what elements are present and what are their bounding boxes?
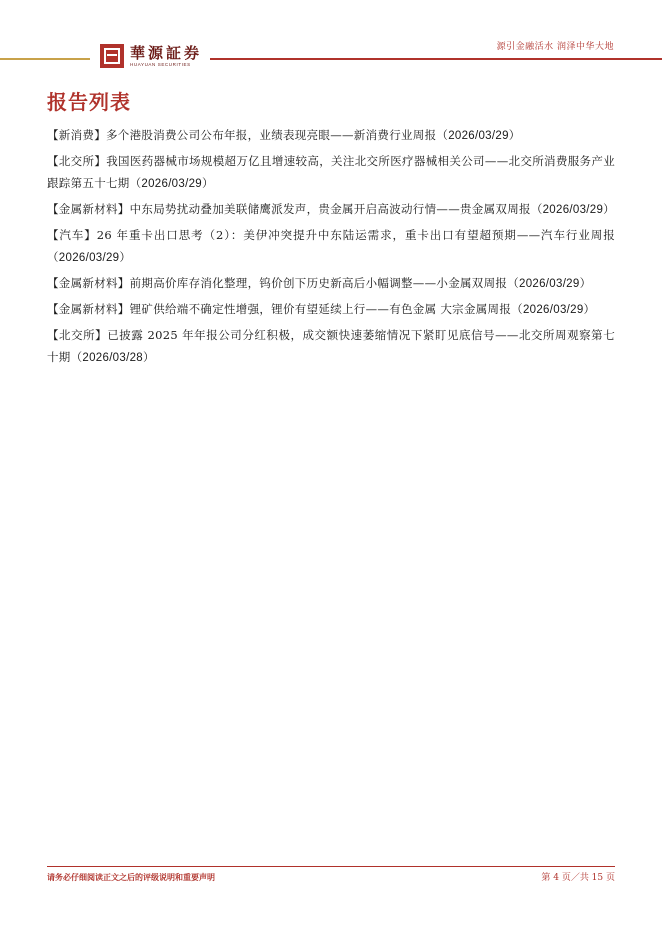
report-tag: 【金属新材料】 bbox=[47, 202, 130, 216]
report-title: 中东局势扰动叠加美联储鹰派发声，贵金属开启高波动行情——贵金属双周报 bbox=[129, 202, 531, 216]
report-title: 我国医药器械市场规模超万亿且增速较高，关注北交所医疗器械相关公司——北交所消费服务产业跟踪第五十七期 bbox=[47, 154, 616, 190]
footer-divider bbox=[47, 866, 615, 867]
report-list bbox=[47, 124, 615, 372]
report-item[interactable] bbox=[47, 124, 615, 147]
header-slogan: 源引金融活水 润泽中华大地 bbox=[496, 42, 614, 52]
report-tag: 【金属新材料】 bbox=[47, 276, 130, 290]
report-item[interactable] bbox=[47, 324, 615, 369]
report-title: 前期高价库存消化整理，钨价创下历史新高后小幅调整——小金属双周报 bbox=[129, 276, 508, 290]
report-item[interactable] bbox=[47, 298, 615, 321]
header-divider-gold bbox=[0, 58, 90, 60]
report-tag: 【北交所】 bbox=[47, 154, 107, 168]
report-title: 已披露 2025 年年报公司分红积极，成交额快速萎缩情况下紧盯见底信号——北交所周观察第七十期 bbox=[47, 328, 615, 364]
brand-name-en: HUAYUAN SECURITIES bbox=[130, 61, 191, 67]
brand-name-cn: 華源証券 bbox=[130, 43, 203, 62]
report-item[interactable] bbox=[47, 198, 615, 221]
report-item[interactable] bbox=[47, 150, 615, 195]
report-date: （2026/03/29） bbox=[530, 204, 615, 216]
report-tag: 【金属新材料】 bbox=[47, 302, 130, 316]
section-title: 报告列表 bbox=[47, 92, 131, 114]
report-date: （2026/03/29） bbox=[47, 252, 132, 264]
header-divider-red bbox=[210, 58, 662, 60]
report-title: 26 年重卡出口思考（2）：美伊冲突提升中东陆运需求，重卡出口有望超预期——汽车行业周报 bbox=[96, 228, 615, 242]
report-tag: 【新消费】 bbox=[47, 128, 106, 142]
report-title: 锂矿供给端不确定性增强，锂价有望延续上行——有色金属 大宗金属周报 bbox=[129, 302, 512, 316]
report-tag: 【北交所】 bbox=[47, 328, 108, 342]
report-date: （2026/03/29） bbox=[507, 278, 592, 290]
logo-mark-icon bbox=[100, 44, 124, 68]
page-number: 第 4 页／共 15 页 bbox=[541, 873, 615, 883]
report-tag: 【汽车】 bbox=[47, 228, 97, 242]
footer-disclaimer: 请务必仔细阅读正文之后的评级说明和重要声明 bbox=[47, 872, 215, 882]
report-item[interactable] bbox=[47, 272, 615, 295]
brand-logo bbox=[100, 44, 202, 68]
report-date: （2026/03/29） bbox=[129, 178, 214, 190]
report-date: （2026/03/28） bbox=[70, 352, 155, 364]
report-title: 多个港股消费公司公布年报，业绩表现亮眼——新消费行业周报 bbox=[106, 128, 437, 142]
report-item[interactable] bbox=[47, 224, 615, 269]
report-date: （2026/03/29） bbox=[511, 304, 596, 316]
report-date: （2026/03/29） bbox=[436, 130, 521, 142]
